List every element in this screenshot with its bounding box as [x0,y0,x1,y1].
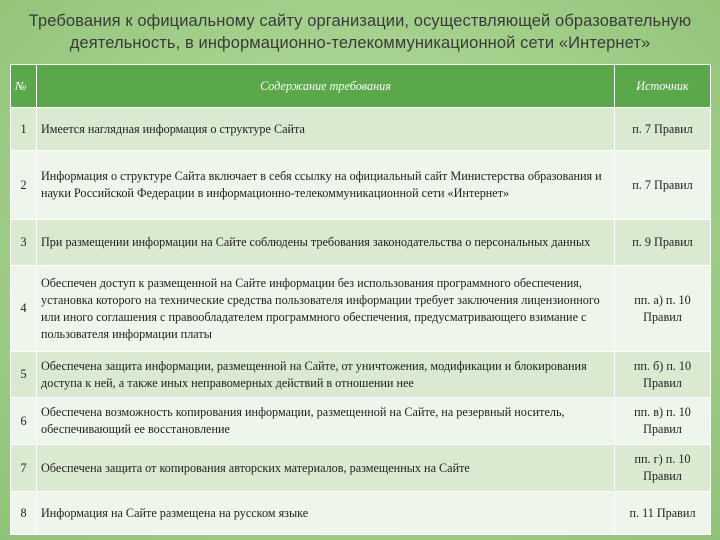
table-row [11,108,711,151]
row-number: 6 [11,398,37,445]
row-number: 2 [11,151,37,220]
table-row [11,220,711,266]
row-content: Обеспечен доступ к размещенной на Сайте информации без использования программного обеспечения, установка которого на технические средства пользователя информации требует заключения лицензионного или иного соглашения с правообладателем программного обеспечения, предусматривающего взимание с пользователя информации платы [37,266,615,352]
row-content: Информация о структуре Сайта включает в себя ссылку на официальный сайт Министерства образования и науки Российской Федерации в информационно-телекоммуникационной сети «Интернет» [37,151,615,220]
row-source: пп. г) п. 10 Правил [615,445,711,492]
table-row [11,398,711,445]
row-source: п. 9 Правил [615,220,711,266]
row-content: Обеспечена защита от копирования авторских материалов, размещенных на Сайте [37,445,615,492]
row-source: пп. в) п. 10 Правил [615,398,711,445]
row-source: п. 11 Правил [615,492,711,535]
page-title-line-1: Требования к официальному сайту организации, осуществляющей образовательную [28,12,692,30]
row-number: 3 [11,220,37,266]
table-row [11,151,711,220]
table-row [11,352,711,398]
row-source: пп. а) п. 10 Правил [615,266,711,352]
page-title [0,10,720,54]
row-number: 1 [11,108,37,151]
row-content: Обеспечена защита информации, размещенной на Сайте, от уничтожения, модификации и блокирования доступа к ней, а также иных неправомерных действий в отношении нее [37,352,615,398]
header-source: Источник [615,65,711,108]
table-row [11,492,711,535]
row-source: пп. б) п. 10 Правил [615,352,711,398]
row-number: 8 [11,492,37,535]
row-source: п. 7 Правил [615,108,711,151]
row-content: Информация на Сайте размещена на русском языке [37,492,615,535]
table-row [11,266,711,352]
page-title-line-2: деятельность, в информационно-телекоммуникационной сети «Интернет» [69,34,651,52]
row-content: Имеется наглядная информация о структуре Сайта [37,108,615,151]
header-number: № [11,65,37,108]
row-number: 4 [11,266,37,352]
row-number: 5 [11,352,37,398]
row-number: 7 [11,445,37,492]
requirements-table [10,64,711,535]
header-content: Содержание требования [37,65,615,108]
table-row [11,445,711,492]
table-header-row [11,65,711,108]
row-source: п. 7 Правил [615,151,711,220]
row-content: Обеспечена возможность копирования информации, размещенной на Сайте, на резервный носитель, обеспечивающий ее восстановление [37,398,615,445]
row-content: При размещении информации на Сайте соблюдены требования законодательства о персональных данных [37,220,615,266]
